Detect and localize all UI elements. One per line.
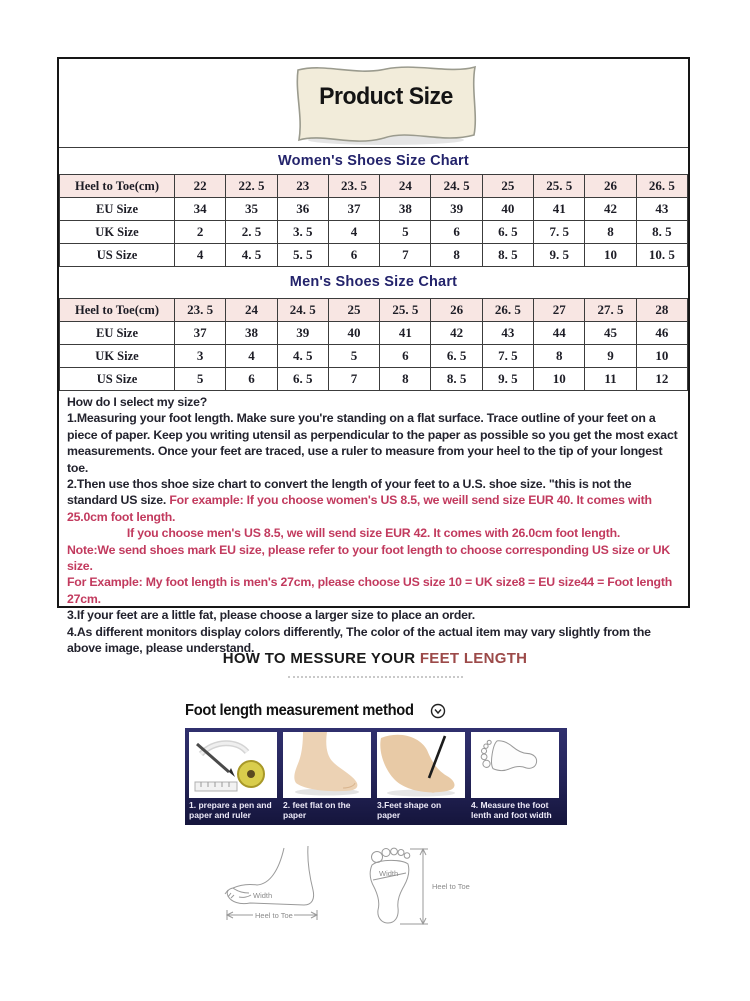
measure-heading (0, 650, 750, 667)
size-cell: 4 (328, 221, 379, 244)
row-label: US Size (60, 244, 175, 267)
size-cell: 5 (380, 221, 431, 244)
size-cell: 24. 5 (431, 175, 482, 198)
table-row (60, 299, 688, 322)
size-cell: 40 (328, 322, 379, 345)
size-cell: 6 (226, 368, 277, 391)
size-cell: 6. 5 (431, 345, 482, 368)
note-paragraph (67, 476, 680, 525)
size-cell: 44 (534, 322, 585, 345)
foot-outline-icon (471, 732, 559, 798)
size-cell: 37 (328, 198, 379, 221)
size-cell: 8. 5 (636, 221, 687, 244)
size-cell: 45 (585, 322, 636, 345)
size-cell: 8 (380, 368, 431, 391)
table-row (60, 244, 688, 267)
method-title: Foot length measurement method (185, 702, 414, 719)
row-label: US Size (60, 368, 175, 391)
size-cell: 8 (431, 244, 482, 267)
table-row (60, 322, 688, 345)
step-2-image (283, 732, 371, 798)
size-cell: 8 (534, 345, 585, 368)
size-cell: 38 (380, 198, 431, 221)
women-size-table (59, 174, 688, 267)
size-cell: 27 (534, 299, 585, 322)
note-text: How do I select my size? (67, 395, 208, 409)
step-captions (189, 800, 563, 820)
note-paragraph (67, 394, 680, 410)
size-cell: 3. 5 (277, 221, 328, 244)
size-cell: 24 (380, 175, 431, 198)
size-cell: 8 (585, 221, 636, 244)
size-cell: 7 (328, 368, 379, 391)
size-cell: 36 (277, 198, 328, 221)
size-cell: 5. 5 (277, 244, 328, 267)
note-text: If you choose men's US 8.5, we will send size EUR 42. It comes with 26.0cm foot length. (126, 526, 621, 541)
size-cell: 11 (585, 368, 636, 391)
note-paragraph (67, 542, 680, 575)
size-selection-notes (59, 391, 688, 657)
size-cell: 4. 5 (226, 244, 277, 267)
size-cell: 9 (585, 345, 636, 368)
size-cell: 42 (431, 322, 482, 345)
measure-heading-red: FEET LENGTH (419, 650, 528, 667)
size-cell: 25. 5 (380, 299, 431, 322)
size-cell: 24. 5 (277, 299, 328, 322)
size-cell: 9. 5 (482, 368, 533, 391)
size-cell: 23 (277, 175, 328, 198)
men-size-table (59, 298, 688, 391)
size-cell: 41 (534, 198, 585, 221)
step-1-image (189, 732, 277, 798)
size-cell: 27. 5 (585, 299, 636, 322)
row-label: UK Size (60, 345, 175, 368)
size-cell: 8. 5 (431, 368, 482, 391)
size-cell: 4 (175, 244, 226, 267)
table-row (60, 198, 688, 221)
size-cell: 26. 5 (636, 175, 687, 198)
size-cell: 35 (226, 198, 277, 221)
size-cell: 43 (482, 322, 533, 345)
note-text: 1.Measuring your foot length. Make sure you're standing on a flat surface. Trace outline of your feet on a piece of paper. Keep you writing utensil as perpendicular to the paper as possible so you get the most exact measurements. Once your feet are traced, use a ruler to measure from your heel to the tip of your longest toe. (67, 411, 678, 475)
size-cell: 37 (175, 322, 226, 345)
foot-flat-icon (283, 732, 371, 798)
method-title-row (185, 702, 446, 720)
row-label: Heel to Toe(cm) (60, 175, 175, 198)
note-text: 3.If your feet are a little fat, please choose a larger size to place an order. (67, 608, 475, 623)
size-cell: 8. 5 (482, 244, 533, 267)
size-cell: 2. 5 (226, 221, 277, 244)
men-chart-title: Men's Shoes Size Chart (289, 274, 458, 290)
size-cell: 5 (328, 345, 379, 368)
note-text: For Example: My foot length is men's 27cm, please choose US size 10 = UK size8 = EU size44 = Foot length 27cm. (67, 575, 673, 606)
foot-diagram-icon (222, 844, 484, 934)
table-row (60, 368, 688, 391)
row-label: UK Size (60, 221, 175, 244)
side-width-label: Width (253, 891, 273, 900)
size-cell: 4. 5 (277, 345, 328, 368)
size-cell: 39 (277, 322, 328, 345)
size-cell: 46 (636, 322, 687, 345)
size-cell: 5 (175, 368, 226, 391)
table-row (60, 175, 688, 198)
size-cell: 10 (534, 368, 585, 391)
note-paragraph (67, 607, 680, 623)
size-cell: 38 (226, 322, 277, 345)
women-chart-title: Women's Shoes Size Chart (59, 147, 688, 174)
size-cell: 6 (380, 345, 431, 368)
size-cell: 10. 5 (636, 244, 687, 267)
table-row (60, 345, 688, 368)
size-cell: 25. 5 (534, 175, 585, 198)
note-paragraph (67, 410, 680, 476)
row-label: Heel to Toe(cm) (60, 299, 175, 322)
size-cell: 26 (431, 299, 482, 322)
size-cell: 40 (482, 198, 533, 221)
step-3-image (377, 732, 465, 798)
size-cell: 7 (380, 244, 431, 267)
note-paragraph (67, 525, 680, 541)
size-cell: 10 (636, 345, 687, 368)
measure-heading-black: HOW TO MESSURE YOUR (222, 650, 420, 667)
size-cell: 12 (636, 368, 687, 391)
trace-foot-pen-icon (377, 732, 465, 798)
size-cell: 22 (175, 175, 226, 198)
size-cell: 25 (328, 299, 379, 322)
step-3-caption: 3.Feet shape on paper (377, 800, 442, 821)
size-cell: 41 (380, 322, 431, 345)
size-cell: 42 (585, 198, 636, 221)
size-cell: 22. 5 (226, 175, 277, 198)
dotted-divider (288, 676, 463, 678)
row-label: EU Size (60, 322, 175, 345)
size-cell: 6 (431, 221, 482, 244)
size-cell: 6 (328, 244, 379, 267)
size-cell: 23. 5 (175, 299, 226, 322)
size-chart-box (57, 57, 690, 656)
row-label: EU Size (60, 198, 175, 221)
size-cell: 26. 5 (482, 299, 533, 322)
size-cell: 24 (226, 299, 277, 322)
size-cell: 25 (482, 175, 533, 198)
print-width-label: Width (379, 869, 399, 878)
size-cell: 6. 5 (482, 221, 533, 244)
foot-measurement-diagrams (222, 844, 484, 939)
size-cell: 4 (226, 345, 277, 368)
size-cell: 7. 5 (534, 221, 585, 244)
size-cell: 28 (636, 299, 687, 322)
side-length-label: Heel to Toe (255, 911, 293, 920)
step-4-image (471, 732, 559, 798)
size-cell: 23. 5 (328, 175, 379, 198)
size-cell: 43 (636, 198, 687, 221)
banner-title: Product Size (319, 83, 453, 110)
chevron-down-circle-icon (430, 703, 446, 719)
size-cell: 2 (175, 221, 226, 244)
size-cell: 10 (585, 244, 636, 267)
note-text: For example: If you choose women's US 8.5, we weill send size EUR 40. It comes with 25.0cm foot length. (67, 493, 652, 524)
banner-area (59, 59, 688, 147)
size-cell: 39 (431, 198, 482, 221)
size-cell: 26 (585, 175, 636, 198)
note-text: Note:We send shoes mark EU size, please refer to your foot length to choose corresponding US size or UK size. (67, 542, 671, 574)
step-panels (189, 732, 563, 798)
size-cell: 34 (175, 198, 226, 221)
size-cell: 9. 5 (534, 244, 585, 267)
step-1-caption: 1. prepare a pen and paper and ruler (189, 800, 272, 821)
size-cell: 3 (175, 345, 226, 368)
note-paragraph (67, 574, 680, 607)
note-text: 2.Then use thos shoe size chart to convert the length of your feet to a U.S. shoe size. "this is not the standard US size. (67, 477, 632, 508)
note-text: 4.As different monitors display colors differently, The color of the actual item may vary slightly from the above image, please understand. (67, 624, 651, 656)
print-length-label: Heel to Toe (432, 882, 470, 891)
table-row (60, 221, 688, 244)
step-4-caption: 4. Measure the foot lenth and foot width (471, 800, 552, 821)
step-2-caption: 2. feet flat on the paper (283, 800, 351, 821)
size-cell: 6. 5 (277, 368, 328, 391)
measurement-steps-strip (185, 728, 567, 825)
size-cell: 7. 5 (482, 345, 533, 368)
pen-paper-ruler-icon (189, 732, 277, 798)
